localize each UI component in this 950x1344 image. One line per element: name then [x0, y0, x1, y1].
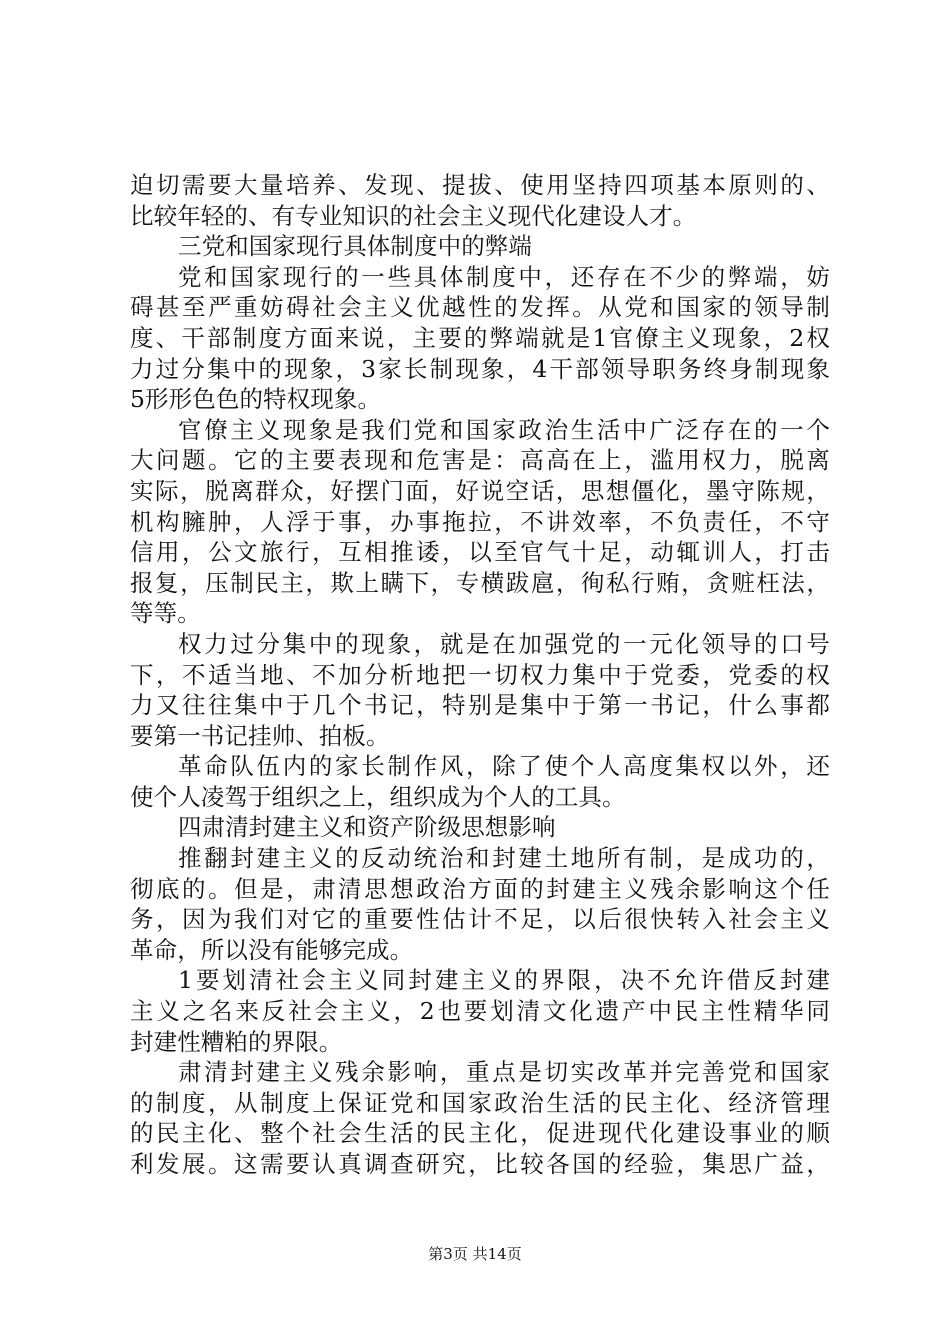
text-line: 官僚主义现象是我们党和国家政治生活中广泛存在的一个: [178, 415, 830, 444]
text-line: 信用，公文旅行，互相推诿，以至官气十足，动辄训人，打击: [130, 538, 830, 567]
text-line: 力过分集中的现象，3家长制现象，4干部领导职务终身制现象: [130, 354, 830, 383]
text-line: 实际，脱离群众，好摆门面，好说空话，思想僵化，墨守陈规，: [130, 476, 830, 505]
text-line: 力又往往集中于几个书记，特别是集中于第一书记，什么事都: [130, 691, 830, 720]
text-line: 报复，压制民主，欺上瞒下，专横跋扈，徇私行贿，贪赃枉法，: [130, 568, 830, 597]
text-line: 彻底的。但是，肃清思想政治方面的封建主义残余影响这个任: [130, 874, 830, 903]
text-line: 要第一书记挂帅、拍板。: [130, 721, 390, 750]
text-line: 迫切需要大量培养、发现、提拔、使用坚持四项基本原则的、: [130, 171, 830, 199]
text-line: 的民主化、整个社会生活的民主化，促进现代化建设事业的顺: [130, 1119, 830, 1148]
text-line: 5形形色色的特权现象。: [130, 385, 382, 414]
text-line: 推翻封建主义的反动统治和封建土地所有制，是成功的，: [178, 844, 830, 873]
text-line: 等等。: [130, 599, 201, 628]
text-line: 的制度，从制度上保证党和国家政治生活的民主化、经济管理: [130, 1088, 830, 1117]
text-line: 大问题。它的主要表现和危害是：高高在上，滥用权力，脱离: [130, 446, 830, 475]
text-line: 使个人凌驾于组织之上，组织成为个人的工具。: [130, 782, 626, 811]
text-line: 权力过分集中的现象，就是在加强党的一元化领导的口号: [178, 629, 830, 658]
document-body: [130, 170, 830, 1180]
text-line: 利发展。这需要认真调查研究，比较各国的经验，集思广益，: [130, 1150, 830, 1178]
text-line: 机构臃肿，人浮于事，办事拖拉，不讲效率，不负责任，不守: [130, 507, 830, 536]
text-line: 度、干部制度方面来说，主要的弊端就是1官僚主义现象，2权: [130, 323, 830, 352]
text-line: 主义之名来反社会主义，2也要划清文化遗产中民主性精华同: [130, 997, 830, 1026]
section-heading: 三党和国家现行具体制度中的弊端: [178, 232, 532, 261]
text-line: 肃清封建主义残余影响，重点是切实改革并完善党和国家: [178, 1058, 830, 1087]
text-line: 革命，所以没有能够完成。: [130, 935, 414, 964]
text-line: 1要划清社会主义同封建主义的界限，决不允许借反封建: [178, 966, 830, 995]
text-line: 下，不适当地、不加分析地把一切权力集中于党委，党委的权: [130, 660, 830, 689]
text-line: 封建性糟粕的界限。: [130, 1027, 343, 1056]
text-line: 革命队伍内的家长制作风，除了使个人高度集权以外，还: [178, 752, 830, 781]
page-footer: 第3页 共14页: [428, 1245, 522, 1263]
section-heading: 四肃清封建主义和资产阶级思想影响: [178, 813, 556, 842]
text-line: 比较年轻的、有专业知识的社会主义现代化建设人才。: [130, 201, 697, 230]
text-line: 党和国家现行的一些具体制度中，还存在不少的弊端，妨: [178, 262, 830, 291]
text-line: 碍甚至严重妨碍社会主义优越性的发挥。从党和国家的领导制: [130, 293, 830, 322]
text-line: 务，因为我们对它的重要性估计不足，以后很快转入社会主义: [130, 905, 830, 934]
